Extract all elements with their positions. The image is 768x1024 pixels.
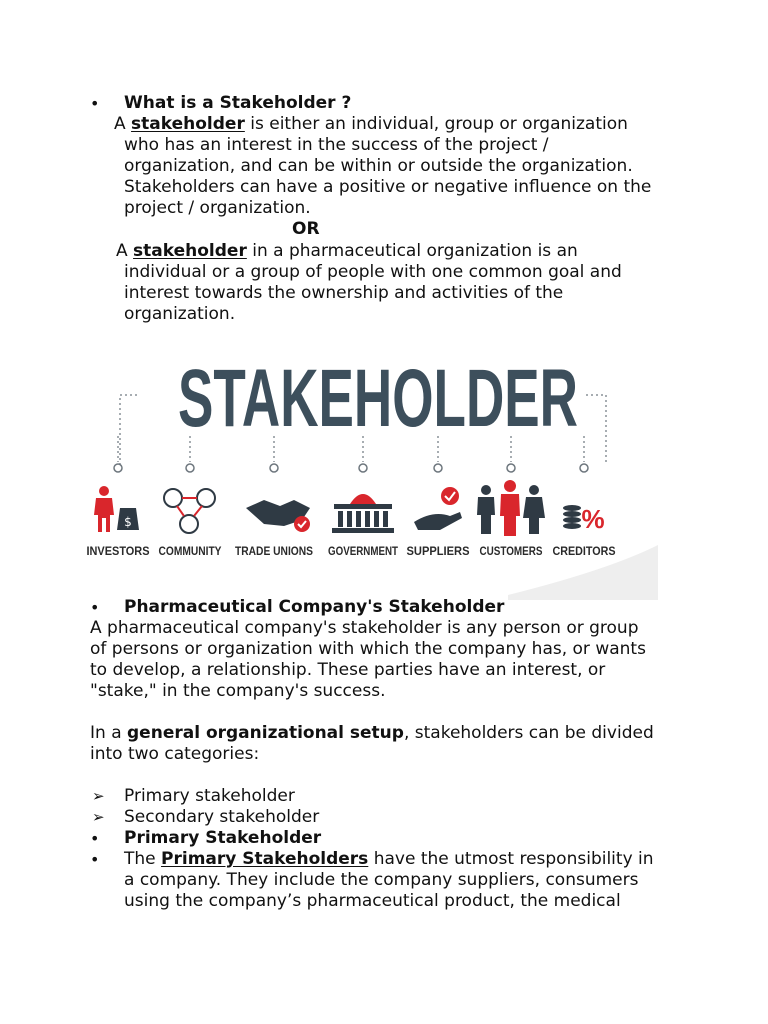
paragraph-line: A pharmaceutical company's stakeholder is any person or group bbox=[90, 618, 639, 638]
heading-primary-stakeholder: Primary Stakeholder bbox=[124, 828, 322, 848]
left-bracket bbox=[120, 395, 140, 465]
right-bracket bbox=[586, 395, 606, 465]
text: A bbox=[114, 114, 132, 134]
text: is either an individual, group or organization bbox=[244, 114, 628, 134]
definition-1-line: Stakeholders can have a positive or negative influence on the bbox=[124, 177, 652, 197]
or-separator: OR bbox=[292, 219, 320, 239]
government-icon bbox=[332, 494, 394, 533]
investors-icon bbox=[94, 486, 139, 532]
connector-node bbox=[359, 464, 367, 472]
primary-line: a company. They include the company suppliers, consumers bbox=[124, 870, 639, 890]
setup-line bbox=[90, 723, 654, 744]
primary-first-line bbox=[124, 849, 654, 870]
bullet: • bbox=[90, 598, 100, 617]
heading-what-is-stakeholder: What is a Stakeholder ? bbox=[124, 93, 352, 113]
bullet: • bbox=[90, 829, 100, 848]
handshake-icon bbox=[246, 500, 310, 532]
customers-icon bbox=[477, 480, 545, 536]
connector-node bbox=[507, 464, 515, 472]
term-stakeholder: stakeholder bbox=[131, 114, 245, 134]
suppliers-icon bbox=[414, 487, 462, 530]
figure-label: GOVERNMENT bbox=[328, 544, 399, 558]
connector-node bbox=[580, 464, 588, 472]
definition-2-line: organization. bbox=[124, 304, 236, 324]
definition-2-first-line bbox=[116, 241, 578, 262]
definition-1-first-line bbox=[114, 114, 628, 135]
text: The bbox=[124, 849, 162, 869]
connector-node bbox=[270, 464, 278, 472]
figure-label: CREDITORS bbox=[552, 544, 616, 558]
list-item-secondary: Secondary stakeholder bbox=[124, 807, 320, 827]
definition-1-line: organization, and can be within or outside the organization. bbox=[124, 156, 633, 176]
stakeholder-figure-svg bbox=[88, 340, 658, 600]
svg-text:%: % bbox=[581, 504, 605, 534]
figure-label: COMMUNITY bbox=[158, 544, 222, 558]
list-item-primary: Primary stakeholder bbox=[124, 786, 295, 806]
figure-title: STAKEHOLDER bbox=[178, 353, 578, 444]
bullet: • bbox=[90, 94, 100, 113]
creditors-icon bbox=[563, 504, 605, 534]
definition-1-line: project / organization. bbox=[124, 198, 311, 218]
figure-labels bbox=[87, 544, 616, 558]
setup-line-2: into two categories: bbox=[90, 744, 260, 764]
connector-node bbox=[434, 464, 442, 472]
definition-2-line: individual or a group of people with one common goal and bbox=[124, 262, 622, 282]
primary-line: using the company’s pharmaceutical product, the medical bbox=[124, 891, 621, 911]
definition-1-line: who has an interest in the success of the project / bbox=[124, 135, 549, 155]
paragraph-line: to develop, a relationship. These parties have an interest, or bbox=[90, 660, 606, 680]
figure-label: CUSTOMERS bbox=[479, 544, 543, 558]
heading-pharma-stakeholder: Pharmaceutical Company's Stakeholder bbox=[124, 597, 505, 617]
bold-text: general organizational setup bbox=[127, 723, 404, 743]
figure-label: SUPPLIERS bbox=[406, 544, 470, 558]
text: A bbox=[116, 241, 134, 261]
term-stakeholder: stakeholder bbox=[133, 241, 247, 261]
definition-2-line: interest towards the ownership and activities of the bbox=[124, 283, 564, 303]
figure-label: TRADE UNIONS bbox=[235, 544, 313, 558]
connector-node bbox=[186, 464, 194, 472]
text: In a bbox=[90, 723, 128, 743]
text: have the utmost responsibility in bbox=[368, 849, 654, 869]
text: in a pharmaceutical organization is an bbox=[246, 241, 578, 261]
stakeholder-figure bbox=[88, 340, 658, 600]
arrow-bullet: ➢ bbox=[92, 787, 105, 805]
figure-label: INVESTORS bbox=[86, 544, 150, 558]
community-icon bbox=[164, 489, 215, 533]
arrow-bullet: ➢ bbox=[92, 808, 105, 826]
term-primary-stakeholders: Primary Stakeholders bbox=[161, 849, 369, 869]
connector-node bbox=[114, 464, 122, 472]
svg-text:$: $ bbox=[124, 515, 132, 529]
text: , stakeholders can be divided bbox=[403, 723, 654, 743]
bullet: • bbox=[90, 850, 100, 869]
paragraph-line: "stake," in the company's success. bbox=[90, 681, 386, 701]
paragraph-line: of persons or organization with which the company has, or wants bbox=[90, 639, 646, 659]
